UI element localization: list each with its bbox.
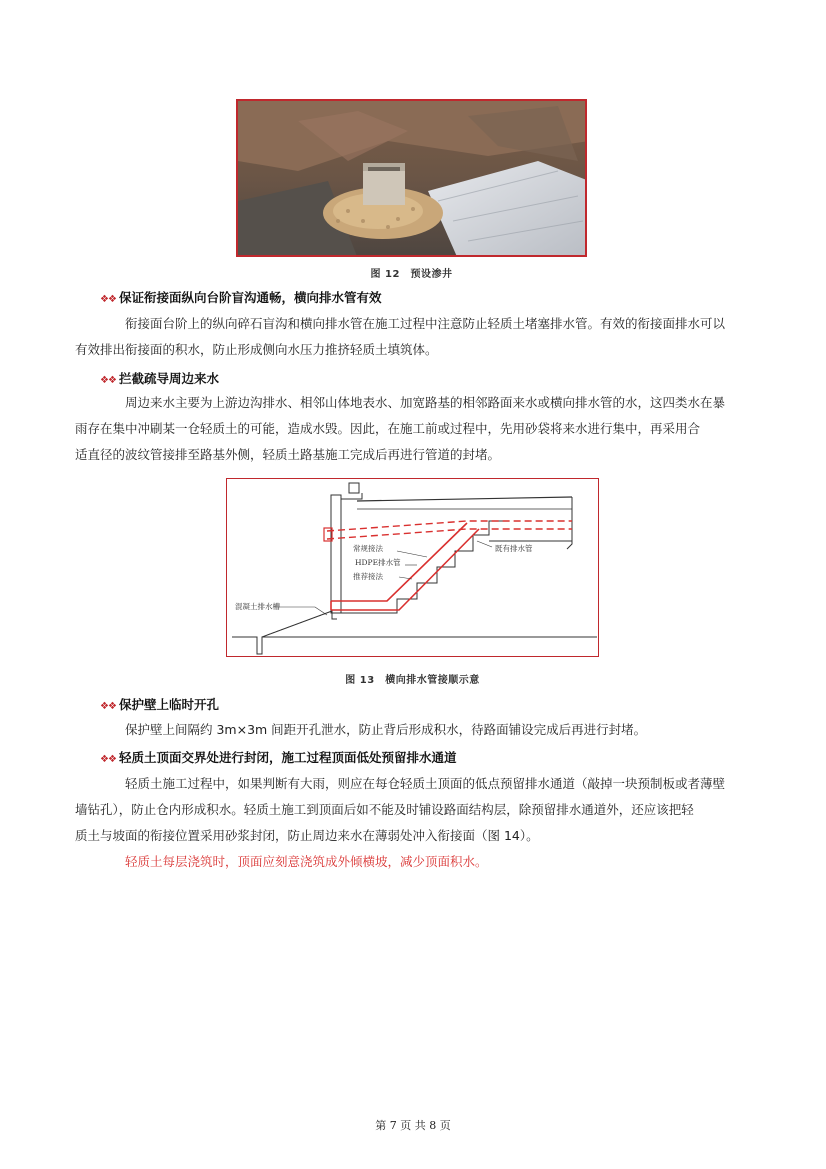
figure13-caption: 图 13 横向排水管接顺示意 bbox=[345, 675, 480, 686]
construction-site-photo bbox=[238, 101, 587, 257]
page-number: 第 7 页 共 8 页 bbox=[375, 1119, 451, 1132]
diamond-icon: ❖❖ bbox=[100, 701, 116, 712]
figure12-caption: 图 12 预设渗井 bbox=[370, 269, 453, 280]
label-existing: 既有排水管 bbox=[495, 544, 533, 553]
paragraph: 保护壁上间隔约 3m×3m 间距开孔泄水，防止背后形成积水，待路面铺设完成后再进行封堵。 bbox=[125, 722, 647, 737]
section-heading: ❖❖ 保证衔接面纵向台阶盲沟通畅，横向排水管有效 bbox=[100, 290, 382, 305]
label-hdpe: HDPE排水管 bbox=[355, 558, 401, 567]
note-text: 轻质土每层浇筑时，顶面应刻意浇筑成外倾横坡，减少顶面积水。 bbox=[125, 854, 488, 869]
figure12-photo bbox=[236, 99, 587, 257]
label-normal: 常规接法 bbox=[353, 544, 383, 553]
section-heading: ❖❖ 保护壁上临时开孔 bbox=[100, 697, 219, 712]
section-heading: ❖❖ 拦截疏导周边来水 bbox=[100, 371, 219, 386]
section-heading: ❖❖ 轻质土顶面交界处进行封闭，施工过程顶面低处预留排水通道 bbox=[100, 750, 457, 765]
drainage-pipe-diagram bbox=[227, 479, 599, 657]
figure13-diagram bbox=[226, 478, 599, 657]
diamond-icon: ❖❖ bbox=[100, 754, 116, 765]
paragraph: 轻质土施工过程中，如果判断有大雨，则应在每仓轻质土顶面的低点预留排水通道（敲掉一块预制板或者薄壁 墙钻孔），防止仓内形成积水。轻质土施工到顶面后如不能及时铺设路面结构层，除预留排水通道外，还应该把轻 质土与坡面的衔接位置采用砂浆封闭，防止周边来水在薄弱处冲入衔接面（图 14）。 轻质土每层浇筑时，顶面应刻意浇筑成外倾横坡，减少顶面积水。 bbox=[100, 771, 730, 875]
diamond-icon: ❖❖ bbox=[100, 294, 116, 305]
label-recommended: 推荐接法 bbox=[353, 572, 383, 581]
label-concrete-channel: 混凝土排水槽 bbox=[235, 602, 280, 611]
paragraph: 衔接面台阶上的纵向碎石盲沟和横向排水管在施工过程中注意防止轻质土堵塞排水管。有效的衔接面排水可以 有效排出衔接面的积水，防止形成侧向水压力推挤轻质土填筑体。 bbox=[75, 316, 726, 357]
diamond-icon: ❖❖ bbox=[100, 375, 116, 386]
paragraph: 周边来水主要为上游边沟排水、相邻山体地表水、加宽路基的相邻路面来水或横向排水管的水，这四类水在暴 雨存在集中冲刷某一仓轻质土的可能，造成水毁。因此，在施工前或过程中，先用砂袋将来水进行集中，再采用合 适直径的波纹管接排至路基外侧，轻质土路基施工完成后再进行管道的封堵。 bbox=[75, 395, 726, 462]
